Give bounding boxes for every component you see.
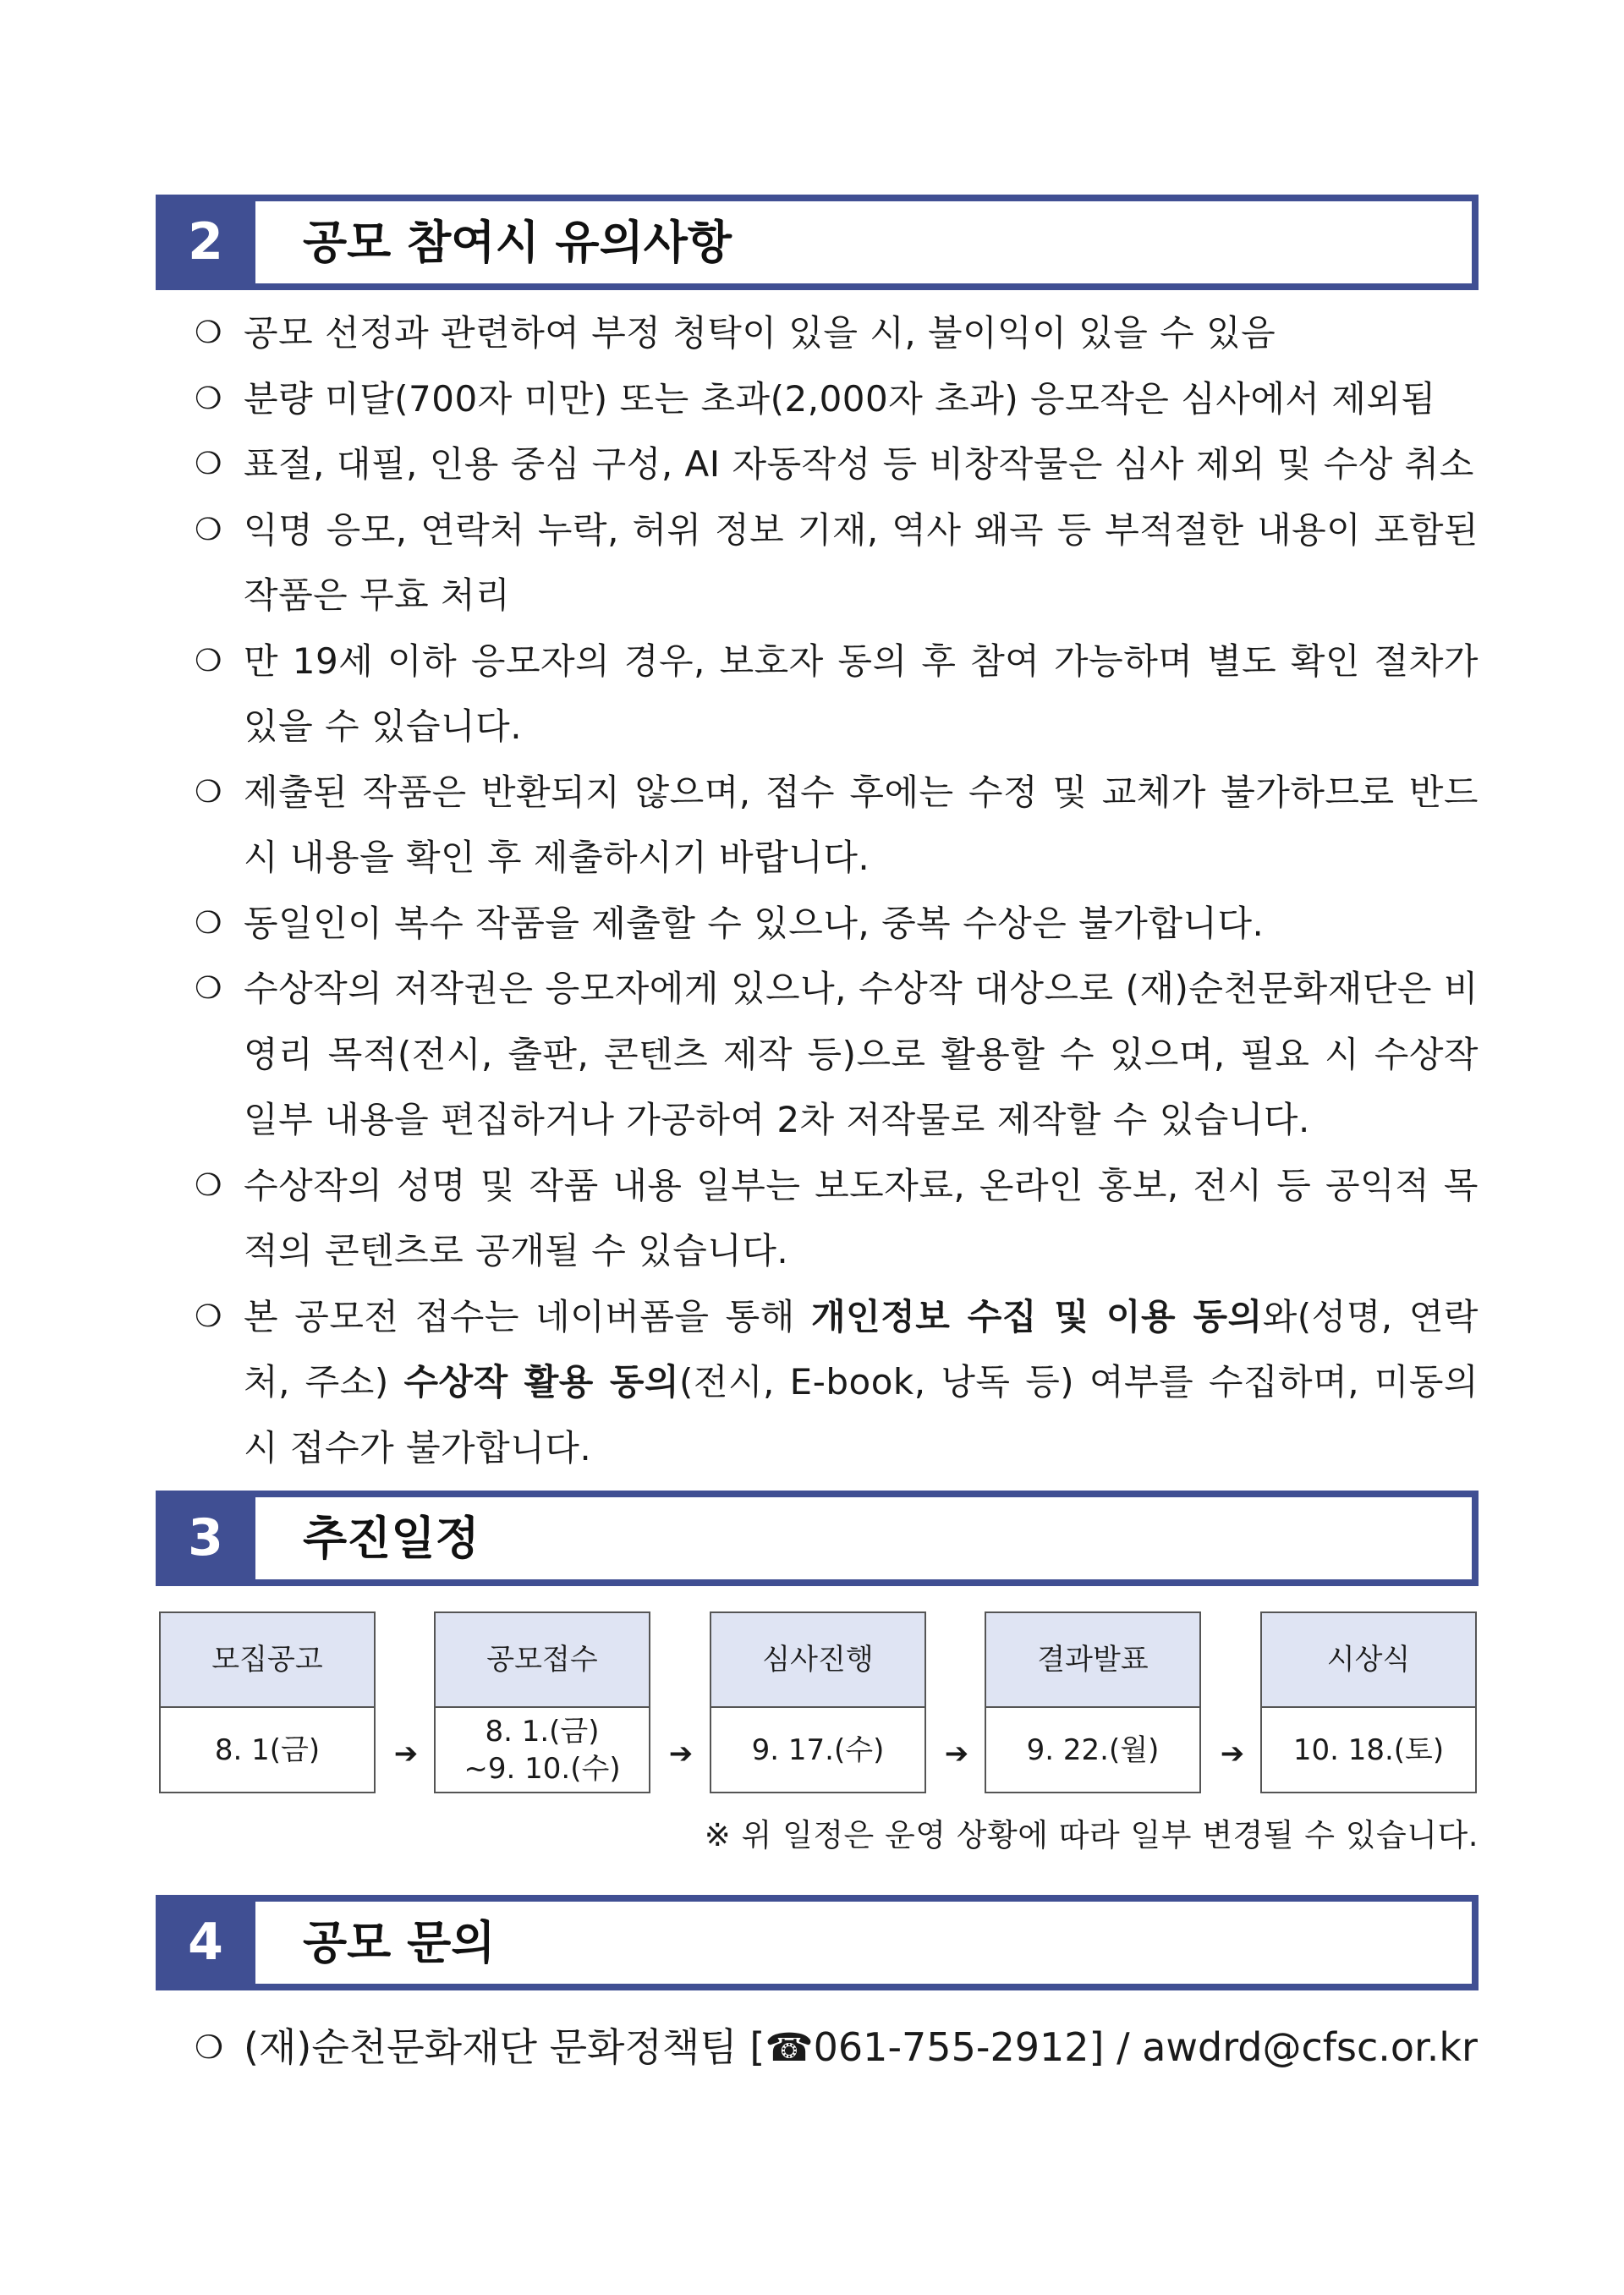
consent-text-1: 본 공모전 접수는 네이버폼을 통해 [244, 1295, 812, 1337]
notice-list [191, 300, 1479, 1480]
stage-date-line: 9. 17.(수) [751, 1732, 885, 1767]
section-header-inquiry [156, 1895, 1479, 1990]
list-item [191, 300, 1479, 366]
bullet-icon: ❍ [195, 971, 222, 1006]
schedule-stage [985, 1611, 1201, 1793]
section-header-notices [156, 195, 1479, 290]
schedule-stage [434, 1611, 650, 1793]
bullet-icon: ❍ [195, 1167, 222, 1203]
schedule-stage [1260, 1611, 1477, 1793]
section-title-bar [255, 195, 1479, 290]
list-item [191, 629, 1479, 760]
schedule-note: ※ 위 일정은 운영 상황에 따라 일부 변경될 수 있습니다. [704, 1817, 1479, 1853]
consent-text-3: (전시, E-book, 낭독 등) 여부를 수집하며, 미동의 시 접수가 불가합니다. [244, 1361, 1479, 1469]
stage-label: 시상식 [1262, 1613, 1475, 1708]
notice-text: 만 19세 이하 응모자의 경우, 보호자 동의 후 참여 가능하며 별도 확인 절차가 있을 수 있습니다. [244, 640, 1479, 747]
section-title-bar [255, 1895, 1479, 1990]
section-title: 추진일정 [303, 1512, 480, 1565]
bullet-icon: ❍ [195, 447, 222, 481]
consent-text-2: 와(성명, 연락처, 주소) [244, 1295, 1479, 1403]
consent-bold-privacy: 개인정보 수집 및 이용 동의 [811, 1295, 1263, 1337]
stage-date-line: 8. 1(금) [214, 1732, 321, 1767]
phone-icon: ☎ [765, 2024, 814, 2070]
notice-text: 익명 응모, 연락처 누락, 허위 정보 기재, 역사 왜곡 등 부적절한 내용이 포함된 작품은 무효 처리 [244, 508, 1479, 616]
stage-date [161, 1708, 374, 1792]
stage-date-line: ~9. 10.(수) [464, 1751, 621, 1786]
section-title: 공모 참여시 유의사항 [303, 216, 732, 269]
contact-line [191, 2013, 1478, 2081]
schedule-flow [159, 1611, 1477, 1793]
bullet-icon: ❍ [195, 512, 222, 547]
stage-label: 결과발표 [986, 1613, 1199, 1708]
notice-text: 공모 선정과 관련하여 부정 청탁이 있을 시, 불이익이 있을 수 있음 [244, 312, 1276, 354]
list-item [191, 366, 1479, 432]
stage-label: 심사진행 [711, 1613, 924, 1708]
schedule-stage [159, 1611, 376, 1793]
stage-label: 공모접수 [436, 1613, 649, 1708]
notice-text: 분량 미달(700자 미만) 또는 초과(2,000자 초과) 응모작은 심사에서 제외됨 [244, 377, 1436, 420]
stage-date [436, 1708, 649, 1792]
list-item [191, 956, 1479, 1153]
notice-text: 동일인이 복수 작품을 제출할 수 있으나, 중복 수상은 불가합니다. [244, 902, 1265, 944]
stage-date-line: 9. 22.(월) [1026, 1732, 1160, 1767]
stage-label: 모집공고 [161, 1613, 374, 1708]
section-title: 공모 문의 [303, 1916, 496, 1969]
contact-phone-email: 061-755-2912] / awdrd@cfsc.or.kr [813, 2024, 1478, 2070]
list-item [191, 1153, 1479, 1284]
stage-date [711, 1708, 924, 1792]
bullet-icon: ❍ [195, 774, 222, 810]
section-number: 3 [156, 1491, 255, 1586]
section-title-bar [255, 1491, 1479, 1586]
bullet-icon: ❍ [195, 316, 222, 350]
consent-notice [191, 1284, 1479, 1481]
section-number: 4 [156, 1895, 255, 1990]
stage-date-line: 10. 18.(토) [1292, 1732, 1445, 1767]
list-item [191, 497, 1479, 629]
arrow-right-icon: ➔ [1220, 1737, 1245, 1771]
stage-date-line: 8. 1.(금) [485, 1714, 600, 1749]
notice-text: 제출된 작품은 반환되지 않으며, 접수 후에는 수정 및 교체가 불가하므로 반드시 내용을 확인 후 제출하시기 바랍니다. [244, 771, 1479, 878]
arrow-right-icon: ➔ [668, 1737, 694, 1771]
bullet-icon: ❍ [195, 381, 222, 416]
bullet-icon: ❍ [195, 2029, 224, 2066]
arrow-right-icon: ➔ [944, 1737, 969, 1771]
list-item [191, 891, 1479, 957]
section-header-schedule [156, 1491, 1479, 1586]
stage-date [1262, 1708, 1475, 1792]
consent-bold-usage: 수상작 활용 동의 [403, 1361, 680, 1403]
list-item [191, 431, 1479, 497]
notice-text: 수상작의 저작권은 응모자에게 있으나, 수상작 대상으로 (재)순천문화재단은 비영리 목적(전시, 출판, 콘텐츠 제작 등)으로 활용할 수 있으며, 필요 시 수상작 일부 내용을 편집하거나 가공하여 2차 저작물로 제작할 수 있습니다. [244, 968, 1479, 1140]
arrow-right-icon: ➔ [393, 1737, 419, 1771]
schedule-stage [710, 1611, 926, 1793]
contact-org: (재)순천문화재단 문화정책팀 [ [244, 2024, 765, 2070]
bullet-icon: ❍ [195, 643, 222, 678]
notice-text: 수상작의 성명 및 작품 내용 일부는 보도자료, 온라인 홍보, 전시 등 공익적 목적의 콘텐츠로 공개될 수 있습니다. [244, 1164, 1479, 1271]
notice-text: 표절, 대필, 인용 중심 구성, AI 자동작성 등 비창작물은 심사 제외 및 수상 취소 [244, 443, 1474, 485]
section-number: 2 [156, 195, 255, 290]
bullet-icon: ❍ [195, 1298, 222, 1334]
stage-date [986, 1708, 1199, 1792]
bullet-icon: ❍ [195, 905, 222, 941]
list-item [191, 760, 1479, 891]
